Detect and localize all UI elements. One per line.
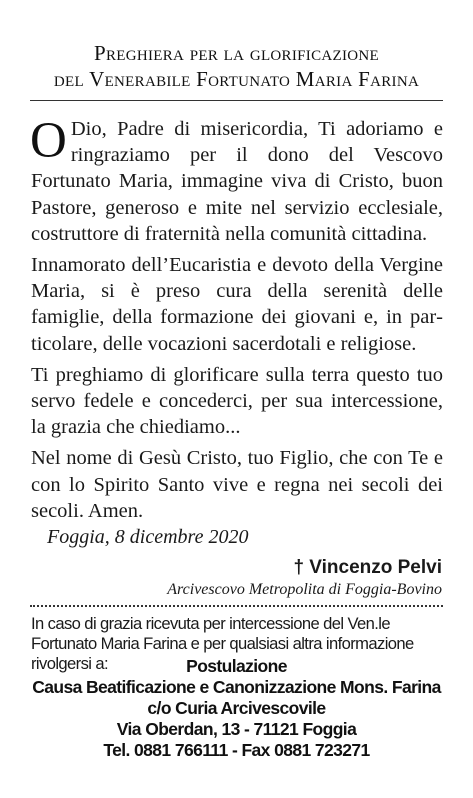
drop-cap: O	[30, 113, 67, 169]
signature-name: † Vincenzo Pelvi	[293, 557, 442, 578]
contact-phone-fax: Tel. 0881 766111 - Fax 0881 723271	[103, 740, 370, 760]
contact-block	[0, 656, 473, 761]
prayer-text	[30, 113, 443, 529]
contact-cause: Causa Beatificazione e Canonizzazione Mons. Farina	[32, 677, 441, 697]
prayer-paragraph-1-text: Dio, Padre di misericordia, Ti adoriamo e ringraziamo per il dono del Vescovo Fortunato Maria, immagine viva di Cristo, buon Pastore, generoso e mite nel servizio ecclesiale, costruttore di fraternità nella comunità cittadina.	[31, 118, 443, 245]
dotted-divider	[30, 605, 443, 607]
contact-address: Via Oberdan, 13 - 71121 Foggia	[116, 719, 357, 739]
heading-line-1: Preghiera per la glorificazione	[93, 41, 380, 65]
prayer-paragraph-1	[30, 113, 443, 247]
contact-curia: c/o Curia Arcivescovile	[147, 698, 326, 718]
heading-line-2: del Venerabile Fortunato Maria Farina	[53, 67, 420, 91]
prayer-paragraph-2: Innamorato dell’Eucaristia e devoto della Vergine Maria, si è preso cura della serenità delle famiglie, della formazione dei giovani e, in particolare, delle vocazioni sacerdotali e religiose.	[31, 254, 443, 355]
info-text: In caso di grazia ricevuta per intercessione del Ven.le Fortunato Maria Farina e per qualsiasi altra informazione rivolgersi a:	[31, 614, 414, 673]
heading-divider	[30, 100, 443, 101]
prayer-paragraph-3: Ti preghiamo di glorificare sulla terra questo tuo servo fedele e concederci, per sua intercessione, la grazia che chiediamo...	[31, 363, 443, 439]
date-line: Foggia, 8 dicembre 2020	[47, 526, 249, 548]
signature-title: Arcivescovo Metropolita di Foggia-Bovino	[167, 581, 442, 598]
contact-postulation: Postulazione	[186, 656, 287, 676]
prayer-paragraph-4: Nel nome di Gesù Cristo, tuo Figlio, che con Te e con lo Spirito Santo vive e regna nei secoli dei secoli. Amen.	[31, 447, 443, 522]
